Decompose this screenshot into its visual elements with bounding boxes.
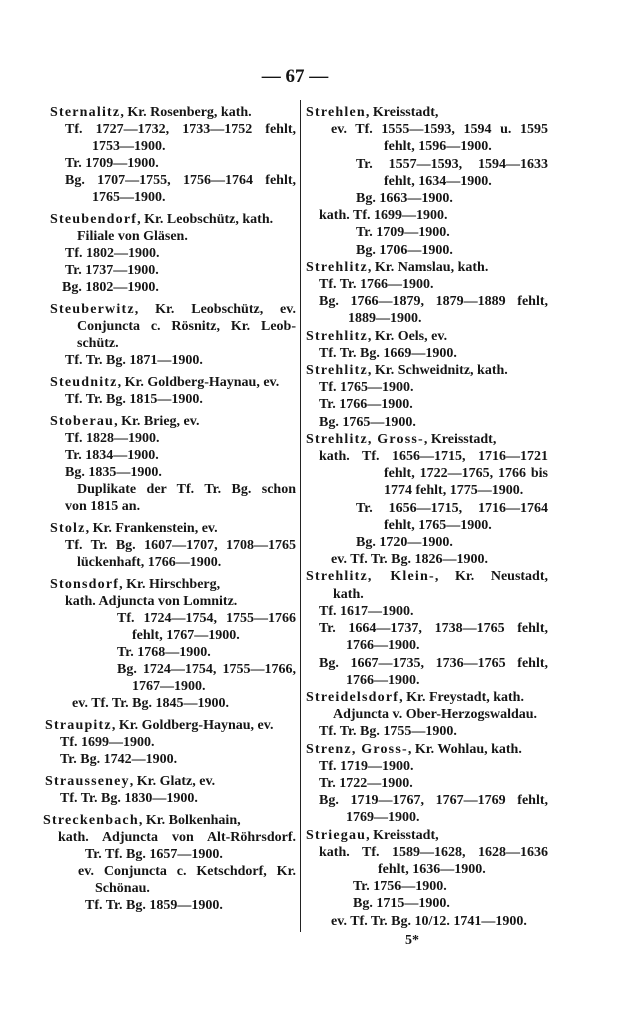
register-entry [43,812,296,914]
place-name: Stoberau [50,414,115,429]
record-line: fehlt, 1596—1900. [384,139,492,155]
entry-heading [306,431,548,448]
place-name: Strausseney [45,774,130,789]
place-details: , Kr. Leobschütz, ev. [134,302,296,317]
place-name: Steudnitz [50,375,118,390]
record-line: Bg. 1663—1900. [356,191,453,207]
entry-heading [306,104,548,121]
place-details: , Kreisstadt, [365,105,439,120]
entry-heading [45,773,296,790]
record-line: Bg. 1724—1754, 1755—1766, [117,662,296,677]
record-line: Bg. 1667—1735, 1736—1765 fehlt, [319,655,548,671]
place-name: Straupitz [45,718,112,733]
record-line: Tr. Tf. Bg. 1657—1900. [85,847,223,862]
place-name: Steuberwitz [50,302,135,317]
entry-heading [306,362,548,379]
place-details: , Kr. Goldberg-Haynau, ev. [117,375,280,390]
register-entry [306,568,548,688]
record-line: Tr. Bg. 1742—1900. [60,752,178,767]
place-details: , Kr. Frankenstein, ev. [85,521,218,536]
place-name: Striegau [306,827,367,843]
record-line: ev. Tf. Tr. Bg. 1826—1900. [331,552,489,568]
place-details: , Kr. Hirschberg, [119,577,221,592]
register-entry [50,211,296,296]
register-entry [50,520,296,571]
record-line: Tr. 1709—1900. [356,225,450,241]
place-details: , Kr. Glatz, ev. [129,774,216,789]
record-line: 1774 fehlt, 1775—1900. [384,483,524,499]
entry-heading [50,374,296,391]
register-entry [50,374,296,408]
record-line: Tr. 1722—1900. [319,775,413,791]
record-line: Bg. 1835—1900. [65,465,162,480]
record-line: Tf. Tr. Bg. 1669—1900. [319,345,457,361]
record-line: 1753—1900. [92,139,166,154]
record-line: ev. Tf. Tr. Bg. 10/12. 1741—1900. [331,913,527,929]
record-line: Tf. 1724—1754, 1755—1766 [117,611,296,626]
record-line: Tr. 1756—1900. [353,879,447,895]
place-details: , Kr. Schweidnitz, kath. [367,363,508,379]
record-line: Tf. 1699—1900. [60,735,155,750]
record-line: Tf. Tr. 1766—1900. [319,277,434,293]
record-line: Bg. 1766—1879, 1879—1889 fehlt, [319,294,548,310]
record-line: fehlt, 1722—1765, 1766 bis [384,466,548,482]
entry-heading [50,301,296,318]
entry-heading [50,413,296,430]
signature-mark: 5* [405,932,419,948]
record-line: Conjuncta c. Rösnitz, Kr. Leob- [77,319,296,334]
record-line: Tr. 1737—1900. [65,263,159,278]
record-line: Tf. 1719—1900. [319,758,414,774]
place-name: Strenz, Gross- [306,741,408,757]
record-line: Tf. 1802—1900. [65,246,160,261]
record-line: Tr. 1834—1900. [65,448,159,463]
entry-heading [50,211,296,228]
register-entry [306,741,548,827]
record-line: Tf. 1828—1900. [65,431,160,446]
place-name: Strehlitz [306,328,368,344]
record-line: Tf. Tr. Bg. 1815—1900. [65,392,203,407]
register-entry [306,328,548,362]
record-line: Tf. 1727—1732, 1733—1752 fehlt, [65,122,296,137]
record-line: Adjuncta v. Ober-Herzogswaldau. [333,707,538,723]
entry-heading [50,576,296,593]
record-line: ev. Conjuncta c. Ketschdorf, Kr. [78,864,296,879]
left-column [43,104,296,919]
place-details: , Kr. Neustadt, [434,569,548,585]
record-line: Bg. 1802—1900. [62,280,159,295]
register-entry [50,104,296,206]
record-line: lückenhaft, 1766—1900. [77,555,222,570]
record-line: Bg. 1715—1900. [353,896,450,912]
entry-heading [306,568,548,585]
record-line: Tr. 1709—1900. [65,156,159,171]
place-details: , Kr. Leobschütz, kath. [137,212,274,227]
place-name: Stonsdorf [50,577,120,592]
place-name: Strehlitz [306,363,368,379]
place-details: , Kr. Namslau, kath. [367,259,489,275]
record-line: kath. Tf. 1656—1715, 1716—1721 [319,449,548,465]
register-entry [306,259,548,328]
register-entry [50,576,296,712]
record-line: 1769—1900. [346,810,420,826]
entry-heading [306,328,548,345]
place-details: , Kr. Goldberg-Haynau, ev. [111,718,274,733]
place-name: Sternalitz [50,105,121,120]
record-line: Filiale von Gläsen. [77,229,188,244]
register-entry [50,301,296,369]
record-line: Duplikate der Tf. Tr. Bg. schon [77,482,296,497]
record-line: kath. Adjuncta von Alt-Röhrsdorf. [58,830,296,845]
register-entry [45,773,296,807]
register-entry [306,104,548,259]
record-line: Bg. 1719—1767, 1767—1769 fehlt, [319,793,548,809]
record-line: Tf. Tr. Bg. 1830—1900. [60,791,198,806]
record-line: Tf. 1617—1900. [319,603,414,619]
record-line: Tr. 1656—1715, 1716—1764 [356,500,548,516]
record-line: fehlt, 1767—1900. [132,628,240,643]
entry-heading [50,104,296,121]
record-line: kath. [333,586,364,602]
register-entry [306,431,548,569]
place-name: Steubendorf [50,212,138,227]
record-line: Tr. 1766—1900. [319,397,413,413]
record-line: Tf. Tr. Bg. 1607—1707, 1708—1765 [65,538,296,553]
record-line: 1889—1900. [348,311,422,327]
place-name: Strehlitz [306,259,368,275]
record-line: Tf. Tr. Bg. 1755—1900. [319,724,457,740]
record-line: fehlt, 1765—1900. [384,517,492,533]
place-name: Stolz [50,521,86,536]
entry-heading [45,717,296,734]
register-entry [45,717,296,768]
place-details: , Kr. Brieg, ev. [114,414,200,429]
record-line: Tf. Tr. Bg. 1859—1900. [85,898,223,913]
record-line: Tf. 1765—1900. [319,380,414,396]
place-details: , Kr. Wohlau, kath. [407,741,522,757]
entry-heading [306,827,548,844]
entry-heading [306,689,548,706]
record-line: Tr. 1557—1593, 1594—1633 [356,156,548,172]
place-details: , Kr. Rosenberg, kath. [120,105,252,120]
record-line: 1766—1900. [346,672,420,688]
place-name: Strehlen [306,105,366,120]
place-name: Streidelsdorf [306,689,400,705]
place-details: , Kr. Bolkenhain, [138,813,241,828]
record-line: kath. Adjuncta von Lomnitz. [65,594,238,609]
column-divider [300,100,301,932]
record-line: Schönau. [95,881,150,896]
record-line: ev. Tf. Tr. Bg. 1845—1900. [72,696,230,711]
record-line: Tf. Tr. Bg. 1871—1900. [65,353,203,368]
record-line: Bg. 1720—1900. [356,535,453,551]
record-line: Tr. 1664—1737, 1738—1765 fehlt, [319,621,548,637]
page-number: — 67 — [261,66,329,87]
place-name: Strehlitz, Gross- [306,431,424,447]
entry-heading [43,812,296,829]
place-details: , Kr. Oels, ev. [367,328,448,344]
place-details: , Kr. Freystadt, kath. [399,689,524,705]
register-entry [306,362,548,431]
place-name: Strehlitz, Klein- [306,569,435,585]
record-line: Bg. 1765—1900. [319,414,416,430]
record-line: 1766—1900. [346,638,420,654]
register-entry [306,689,548,741]
record-line: 1765—1900. [92,190,166,205]
record-line: Bg. 1707—1755, 1756—1764 fehlt, [65,173,296,188]
register-entry [50,413,296,515]
record-line: Tr. 1768—1900. [117,645,211,660]
entry-heading [306,741,548,758]
place-name: Streckenbach [43,813,139,828]
record-line: kath. Tf. 1589—1628, 1628—1636 [319,844,548,860]
record-line: fehlt, 1636—1900. [378,861,486,877]
right-column [306,104,548,949]
place-details: , Kreisstadt, [423,431,497,447]
record-line: Bg. 1706—1900. [356,242,453,258]
record-line: von 1815 an. [65,499,141,514]
entry-heading [50,520,296,537]
entry-heading [306,259,548,276]
record-line: 1767—1900. [132,679,206,694]
place-details: , Kreisstadt, [366,827,439,843]
record-line: kath. Tf. 1699—1900. [319,208,448,224]
register-entry [306,827,548,930]
record-line: fehlt, 1634—1900. [384,173,492,189]
record-line: ev. Tf. 1555—1593, 1594 u. 1595 [331,122,548,138]
record-line: schütz. [77,336,119,351]
